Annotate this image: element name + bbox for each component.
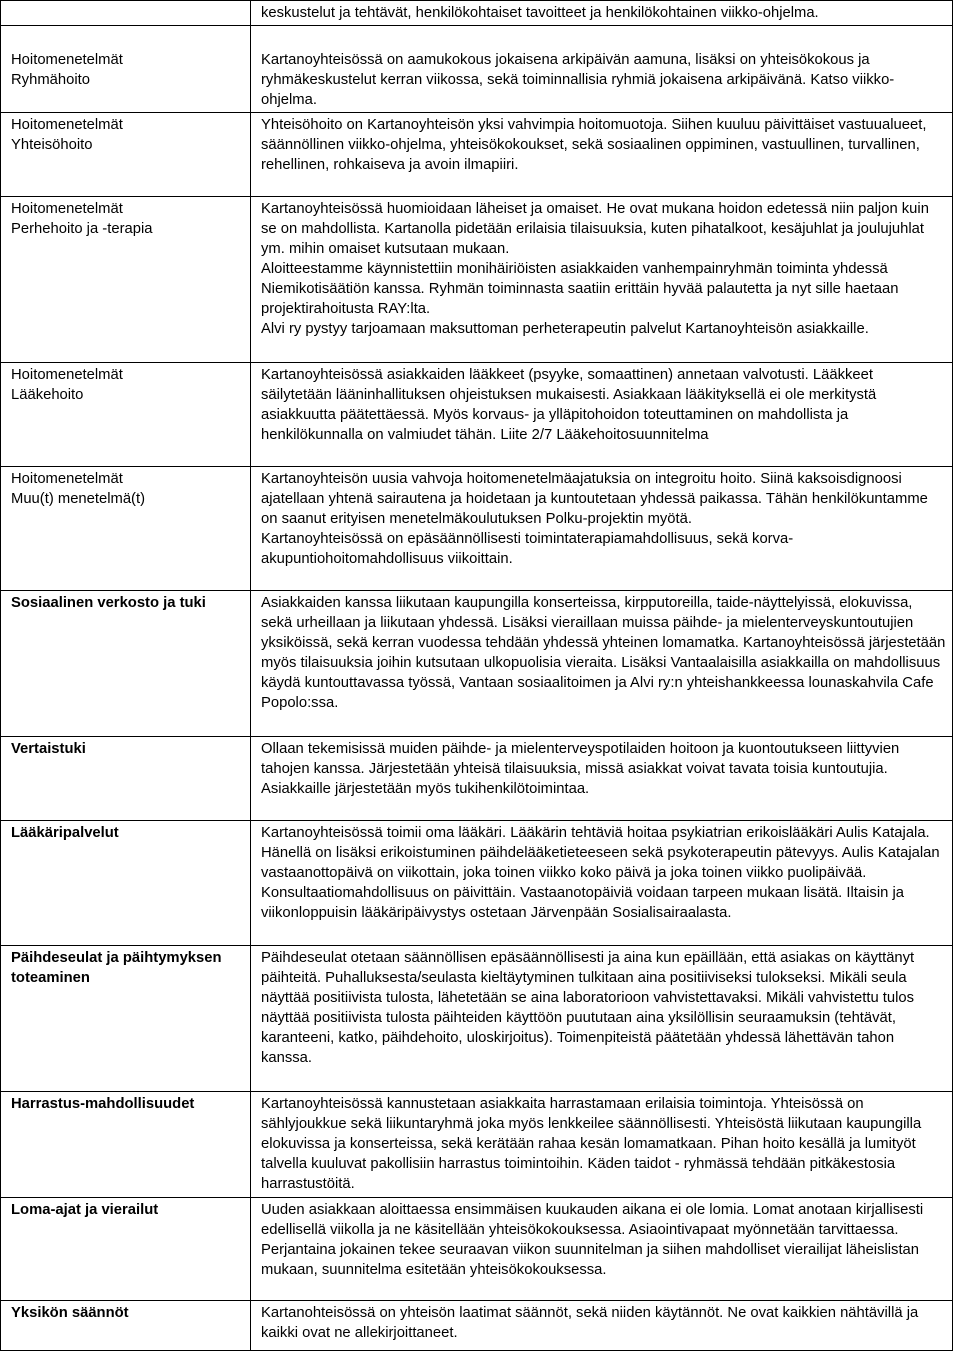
table-row — [1, 946, 953, 1092]
content-paragraph: Alvi ry pystyy tarjoamaan maksuttoman perheterapeutin palvelut Kartanoyhteisön asiakkaille. — [261, 321, 869, 337]
topic-subheading: Lääkehoito — [11, 387, 84, 403]
table-row — [1, 197, 953, 363]
table-row — [1, 591, 953, 737]
content-cell — [251, 197, 953, 363]
content-paragraph: Kartanoyhteisössä asiakkaiden lääkkeet (psyyke, somaattinen) annetaan valvotusti. Lääkkeet säilytetään lääninhallituksen ohjeistuksen mukaisesti. Asiakkaan lääkityksellä ei ole merkitystä asiakkuutta päätettäessä. Myös korvaus- ja ylläpitohoidon toteuttaminen on mahdollista ja henkilökunnalla on valmiudet tähän. Liite 2/7 Lääkehoitosuunnitelma — [261, 367, 877, 443]
content-cell — [251, 946, 953, 1092]
topic-heading: Hoitomenetelmät — [11, 471, 123, 487]
topic-subheading: Muu(t) menetelmä(t) — [11, 491, 146, 507]
table-row — [1, 467, 953, 591]
topic-cell — [1, 113, 251, 197]
content-paragraph: Kartanoyhteisössä kannustetaan asiakkaita harrastamaan erilaisia toimintoja. Yhteisössä on sählyjoukkue sekä liikuntaryhmä joka myös lenkkeilee säännöllisesti. Yhteisöstä liikutaan kaupungilla elokuvissa ja konserteissa, sekä kerätään rahaa kesän lomamatkaan. Pihan hoito kesällä ja lumityöt talvella kuuluvat pakollisiin harrastus toimintoihin. Käden taidot - ryhmässä tehdään pitkäkestosia harrastustöitä. — [261, 1096, 922, 1192]
topic-subheading: Perhehoito ja -terapia — [11, 221, 153, 237]
content-cell — [251, 821, 953, 946]
content-paragraph: Kartanohteisössä on yhteisön laatimat säännöt, sekä niiden käytännöt. Ne ovat kaikkien nähtävillä ja kaikki ovat ne allekirjoittaneet. — [261, 1305, 919, 1341]
topic-cell — [1, 946, 251, 1092]
topic-cell — [1, 363, 251, 467]
content-paragraph: Aloitteestamme käynnistettiin monihäiriöisten asiakkaiden vanhempainryhmän toiminta yhdessä Niemikotisäätiön kanssa. Ryhmän toiminnasta saatiin erittäin hyvää palautetta ja nyt sille haetaan projektirahoitusta RAY:lta. — [261, 261, 899, 317]
content-cell — [251, 1092, 953, 1198]
table-row — [1, 1, 953, 26]
content-paragraph: Kartanoyhteisössä on epäsäännöllisesti toimintaterapiamahdollisuus, sekä korva-akupuntiohoitomahdollisuus viikoittain. — [261, 531, 794, 567]
content-cell — [251, 467, 953, 591]
topic-cell — [1, 1092, 251, 1198]
topic-cell — [1, 197, 251, 363]
topic-heading: Sosiaalinen verkosto ja tuki — [11, 595, 206, 611]
topic-cell — [1, 821, 251, 946]
topic-heading: Harrastus-mahdollisuudet — [11, 1096, 195, 1112]
topic-subheading: Ryhmähoito — [11, 72, 90, 88]
content-paragraph: keskustelut ja tehtävät, henkilökohtaiset tavoitteet ja henkilökohtainen viikko-ohjelma. — [261, 5, 819, 21]
topic-heading: Lääkäripalvelut — [11, 825, 119, 841]
topic-heading: Hoitomenetelmät — [11, 117, 123, 133]
content-cell — [251, 1198, 953, 1301]
table-row — [1, 26, 953, 113]
content-cell — [251, 1301, 953, 1351]
table-row — [1, 113, 953, 197]
content-paragraph: Kartanoyhteisön uusia vahvoja hoitomenetelmäajatuksia on integroitu hoito. Siinä kaksoisdignoosi ajatellaan yhtenä sairautena ja hoidetaan ja kuntoutetaan yhdessä paikassa. Tähän henkilökuntamme on saanut erityisen menetelmäkoulutuksen Polku-projektin myötä. — [261, 471, 928, 527]
content-paragraph: Kartanoyhteisössä toimii oma lääkäri. Lääkärin tehtäviä hoitaa psykiatrian erikoislääkäri Aulis Katajala. Hänellä on lisäksi erikoistuminen päihdelääketieteeseen sekä psykoterapeutin pätevyys. Aulis Katajalan vastaanottopäivä on viikottain, joka toinen viikko koko päivä ja joka toinen viikko puolipäivää. Konsultaatiomahdollisuus on päivittäin. Vastaanotopäiviä voidaan tarpeen mukaan lisätä. Iltaisin ja viikonloppuisin lääkäripäivystys ostetaan Järvenpään Sosialisairaalasta. — [261, 825, 940, 921]
topic-heading: Hoitomenetelmät — [11, 52, 123, 68]
content-cell — [251, 737, 953, 821]
topic-cell — [1, 1198, 251, 1301]
table-row — [1, 1198, 953, 1301]
topic-heading: Yksikön säännöt — [11, 1305, 129, 1321]
table-row — [1, 1301, 953, 1351]
topic-cell — [1, 737, 251, 821]
table-row — [1, 737, 953, 821]
topic-heading: Hoitomenetelmät — [11, 367, 123, 383]
topic-cell — [1, 1301, 251, 1351]
content-cell — [251, 1, 953, 26]
content-paragraph: Uuden asiakkaan aloittaessa ensimmäisen kuukauden aikana ei ole lomia. Lomat anotaan kirjallisesti edellisellä viikolla ja ne käsitellään yhteisökokouksessa. Asiaointivapaat myönnetään tarvittaessa. Perjantaina jokainen tekee seuraavan viikon suunnitelman ja siihen mahdolliset vierailijat läheislistan mukaan, suunnitelma esitetään yhteisökokouksessa. — [261, 1202, 924, 1278]
content-paragraph: Yhteisöhoito on Kartanoyhteisön yksi vahvimpia hoitomuotoja. Siihen kuuluu päivittäiset vastuualueet, säännöllinen viikko-ohjelma, yhteisökokoukset, sekä sosiaalinen oppiminen, vastuullinen, turvallinen, rehellinen, rohkaiseva ja avoin ilmapiiri. — [261, 117, 927, 173]
topic-cell — [1, 591, 251, 737]
topic-cell — [1, 26, 251, 113]
content-paragraph: Kartanoyhteisössä on aamukokous jokaisena arkipäivän aamuna, lisäksi on yhteisökokous ja ryhmäkeskustelut kerran viikossa, sekä toiminnallisia ryhmiä jokaisena arkipäivänä. Katso viikko-ohjelma. — [261, 52, 895, 108]
topic-heading: Hoitomenetelmät — [11, 201, 123, 217]
topic-heading: Vertaistuki — [11, 741, 86, 757]
content-paragraph: Asiakkaiden kanssa liikutaan kaupungilla konserteissa, kirpputoreilla, taide-näyttelyissä, elokuvissa, sekä urheillaan ja liikutaan yhdessä. Lisäksi vieraillaan muissa päihde- ja mielenterveyskuntoutujien yksiköissä, sekä kerran vuodessa tehdään yhdessä yhteinen lomamatka. Kartanoyhteisössä järjestetään myös tilaisuuksia joihin kutsutaan ulkopuolisia vieraita. Lisäksi Vantaalaisilla asiakkailla on mahdollisuus käydä kuntouttavassa työssä, Vantaan sosiaalitoimen ja Alvi ry:n yhteishankkeessa lounaskahvila Cafe Popolo:ssa. — [261, 595, 946, 711]
topic-cell — [1, 467, 251, 591]
topic-cell — [1, 1, 251, 26]
content-paragraph: Ollaan tekemisissä muiden päihde- ja mielenterveyspotilaiden hoitoon ja kuontoutukseen liittyvien tahojen kanssa. Järjestetään yhteisä tilaisuuksia, missä asiakkat voivat tavata toisia kuntoutujia. Asiakkaille järjestetään myös tukihenkilötoimintaa. — [261, 741, 900, 797]
topic-heading: Loma-ajat ja vierailut — [11, 1202, 159, 1218]
topic-heading: Päihdeseulat ja päihtymyksen toteaminen — [11, 950, 222, 986]
table-row — [1, 821, 953, 946]
content-cell — [251, 591, 953, 737]
content-cell — [251, 113, 953, 197]
table-row — [1, 1092, 953, 1198]
content-cell — [251, 26, 953, 113]
content-paragraph: Kartanoyhteisössä huomioidaan läheiset ja omaiset. He ovat mukana hoidon edetessä niin paljon kuin se on mahdollista. Kartanolla pidetään erilaisia tilaisuuksia, kuten pihatalkoot, kesäjuhlat ja joulujuhlat ym. mihin omaiset kutsutaan mukaan. — [261, 201, 929, 257]
topic-subheading: Yhteisöhoito — [11, 137, 93, 153]
table-row — [1, 363, 953, 467]
content-cell — [251, 363, 953, 467]
content-paragraph: Päihdeseulat otetaan säännöllisen epäsäännöllisesti ja aina kun epäillään, että asiakas on käyttänyt päihteitä. Puhalluksesta/seulasta kieltäytyminen tulkitaan aina positiiviseksi tulokseksi. Mikäli seula näyttää positiivista tulosta, lähetetään se aina laboratorioon vahvistettavaksi. Mikäli vahvistettu tulos näyttää positiivista tulosta päihteiden käyttöön puututaan aina yksilöllisin seuraamuksin (tehtävät, karanteeni, katko, päihdehoito, uloskirjoitus). Toimenpiteistä päätetään yhdessä lähettävän tahon kanssa. — [261, 950, 915, 1066]
